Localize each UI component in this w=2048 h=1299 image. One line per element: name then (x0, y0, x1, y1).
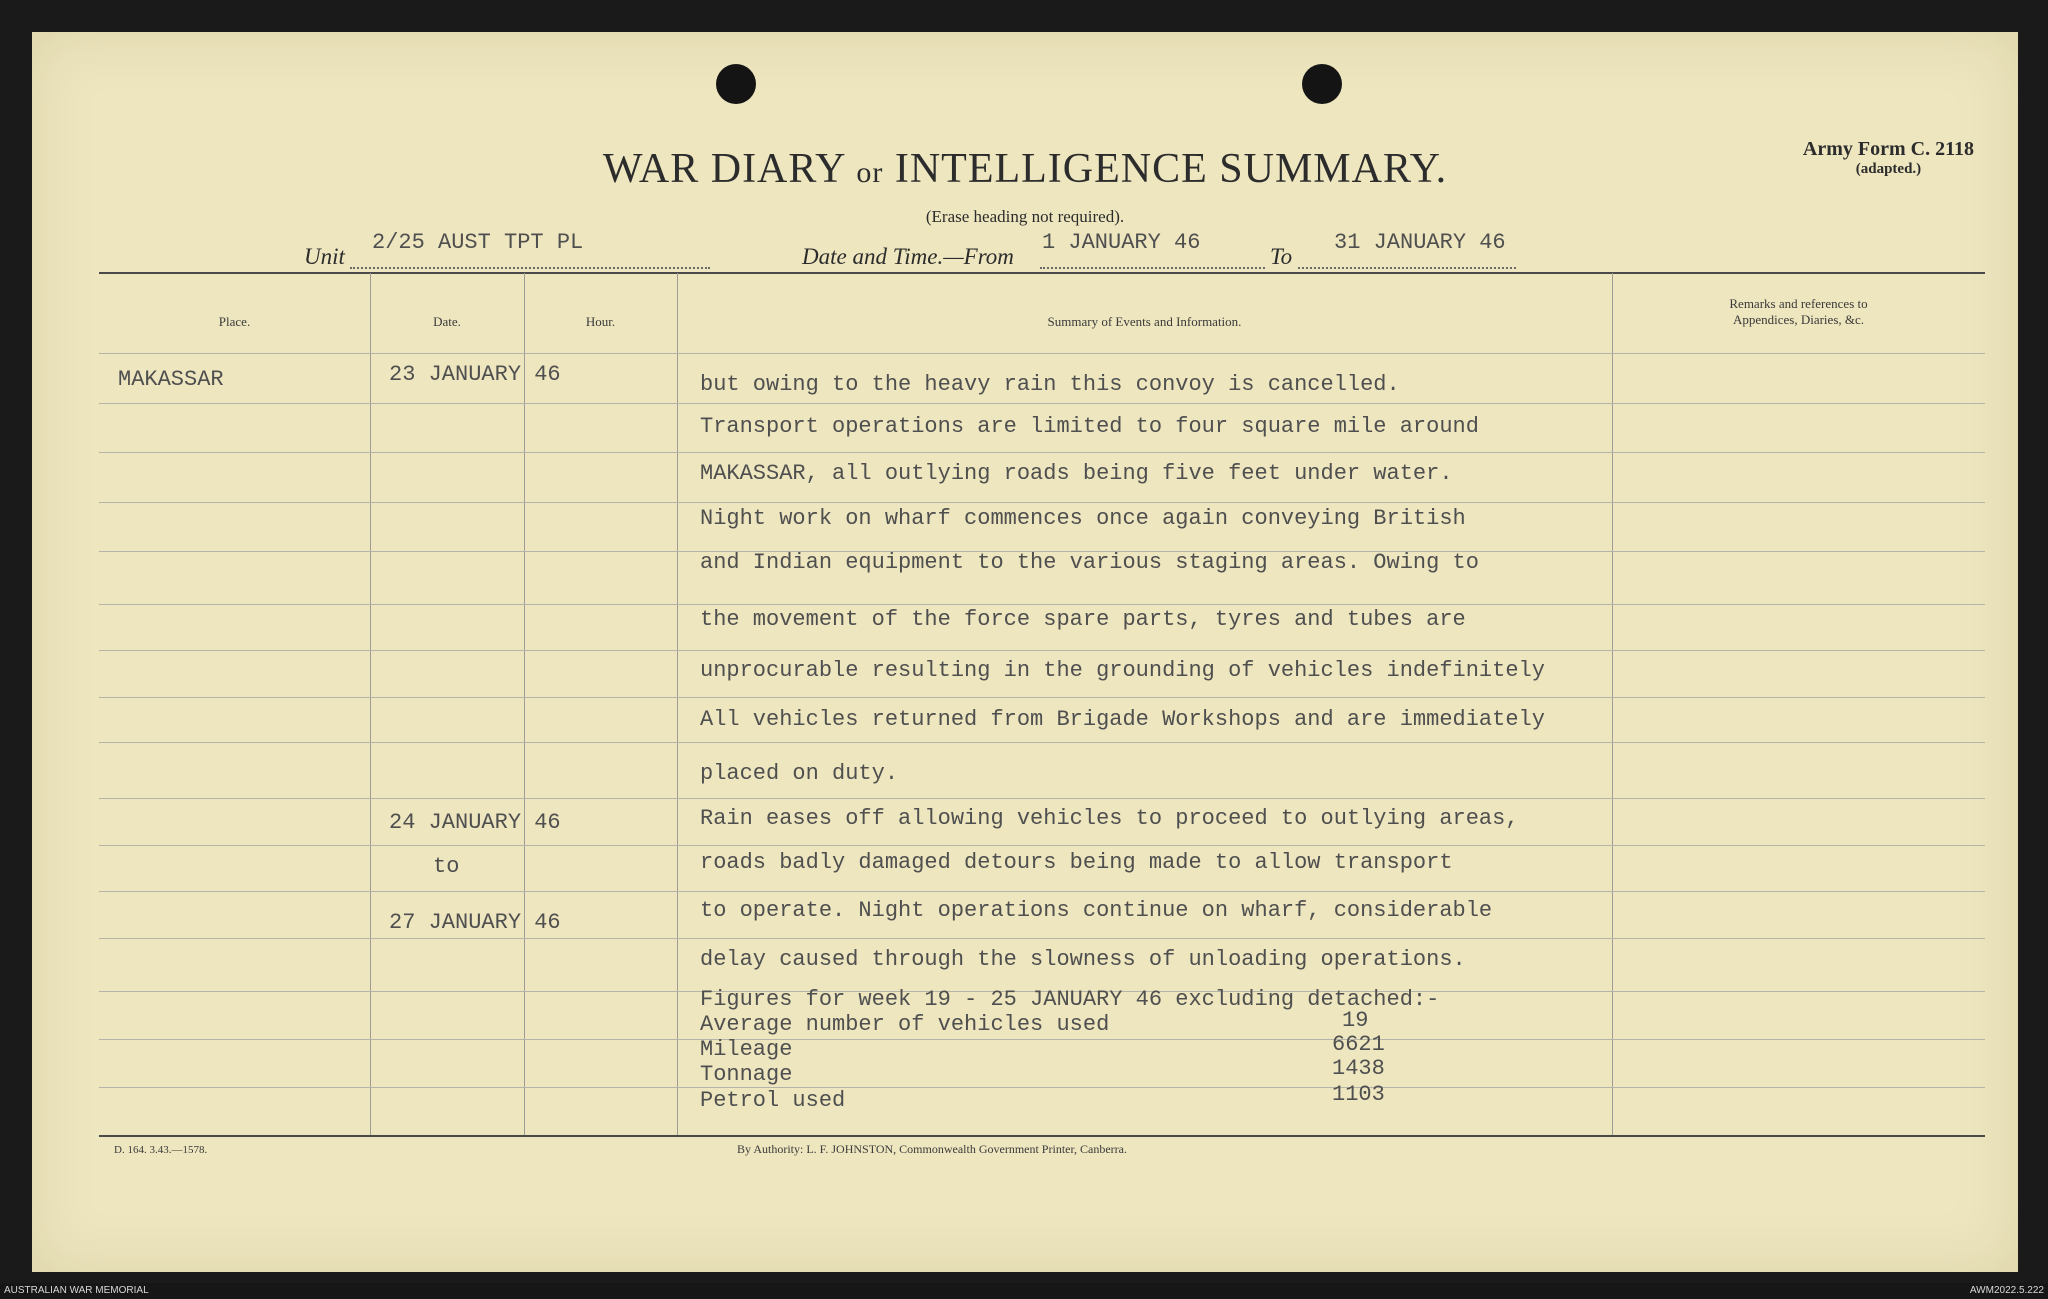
figures-value: 6621 (1332, 1032, 1385, 1057)
summary-line: Transport operations are limited to four square mile around (700, 414, 1479, 439)
summary-line: to operate. Night operations continue on wharf, considerable (700, 898, 1493, 923)
unit-label: Unit (304, 244, 345, 269)
date-from-label: Date and Time.—From (802, 244, 1014, 269)
date-to-value: 31 JANUARY 46 (1334, 230, 1506, 255)
date-entry: 23 JANUARY 46 (389, 362, 561, 387)
place-entry: MAKASSAR (118, 367, 224, 392)
date-to-dotted-line (1298, 266, 1516, 269)
ruled-line (99, 1039, 1985, 1040)
summary-line: All vehicles returned from Brigade Workshops and are immediately (700, 707, 1545, 732)
ruled-line (99, 1087, 1985, 1088)
unit-value: 2/25 AUST TPT PL (372, 230, 584, 255)
column-header-place: Place. (218, 314, 251, 329)
ruled-line (99, 697, 1985, 698)
column-header-hour: Hour. (585, 314, 616, 329)
archive-name: AUSTRALIAN WAR MEMORIAL (4, 1285, 149, 1296)
figures-heading: Figures for week 19 - 25 JANUARY 46 excluding detached:- (700, 987, 1440, 1012)
date-entry: 27 JANUARY 46 (389, 910, 561, 935)
printer-code: D. 164. 3.43.—1578. (114, 1144, 208, 1156)
summary-line: roads badly damaged detours being made to allow transport (700, 850, 1453, 875)
ruled-line (99, 798, 1985, 799)
ruled-line (99, 604, 1985, 605)
army-form-label: Army Form C. 2118 (adapted.) (1802, 138, 1974, 177)
figures-label: Petrol used (700, 1088, 846, 1113)
ruled-line (99, 452, 1985, 453)
date-entry-to: to (433, 854, 460, 879)
ruled-line (99, 845, 1985, 846)
ruled-line (99, 938, 1985, 939)
archive-bar (0, 1283, 2048, 1299)
summary-line: unprocurable resulting in the grounding of vehicles indefinitely (700, 658, 1545, 683)
summary-line: placed on duty. (700, 761, 899, 786)
printer-authority: By Authority: L. F. JOHNSTON, Commonwealth Government Printer, Canberra. (737, 1142, 1127, 1156)
summary-line: but owing to the heavy rain this convoy is cancelled. (700, 372, 1400, 397)
ruled-line (99, 403, 1985, 404)
date-from-dotted-line (1040, 266, 1265, 269)
figures-value: 1103 (1332, 1082, 1385, 1107)
figures-label: Average number of vehicles used (700, 1012, 1110, 1037)
summary-line: Rain eases off allowing vehicles to proceed to outlying areas, (700, 806, 1519, 831)
ruled-line (99, 650, 1985, 651)
summary-line: delay caused through the slowness of unloading operations. (700, 947, 1466, 972)
figures-value: 19 (1342, 1008, 1369, 1033)
summary-line: the movement of the force spare parts, tyres and tubes are (700, 607, 1466, 632)
summary-line: Night work on wharf commences once again conveying British (700, 506, 1466, 531)
figures-value: 1438 (1332, 1056, 1385, 1081)
figures-label: Mileage (700, 1037, 793, 1062)
archive-reference: AWM2022.5.222 (1969, 1285, 2044, 1296)
summary-line: and Indian equipment to the various staging areas. Owing to (700, 550, 1479, 575)
ruled-line (99, 891, 1985, 892)
column-header-remarks: Remarks and references to Appendices, Diaries, &c. (1729, 296, 1868, 327)
subtitle: (Erase heading not required). (925, 207, 1125, 226)
ruled-line (99, 502, 1985, 503)
column-header-summary: Summary of Events and Information. (1047, 314, 1242, 329)
date-to-label: To (1270, 244, 1293, 269)
column-header-date: Date. (433, 314, 461, 329)
table-bottom-border (99, 1135, 1985, 1137)
punch-hole (1302, 64, 1342, 104)
date-from-value: 1 JANUARY 46 (1042, 230, 1201, 255)
date-entry: 24 JANUARY 46 (389, 810, 561, 835)
punch-hole (716, 64, 756, 104)
page-title: WAR DIARY or INTELLIGENCE SUMMARY. (602, 146, 1448, 192)
table-top-border (99, 272, 1985, 274)
ruled-line (99, 742, 1985, 743)
unit-dotted-line (350, 266, 710, 269)
diary-page (32, 32, 2018, 1272)
summary-line: MAKASSAR, all outlying roads being five feet under water. (700, 461, 1453, 486)
figures-label: Tonnage (700, 1062, 793, 1087)
ruled-line (99, 353, 1985, 354)
